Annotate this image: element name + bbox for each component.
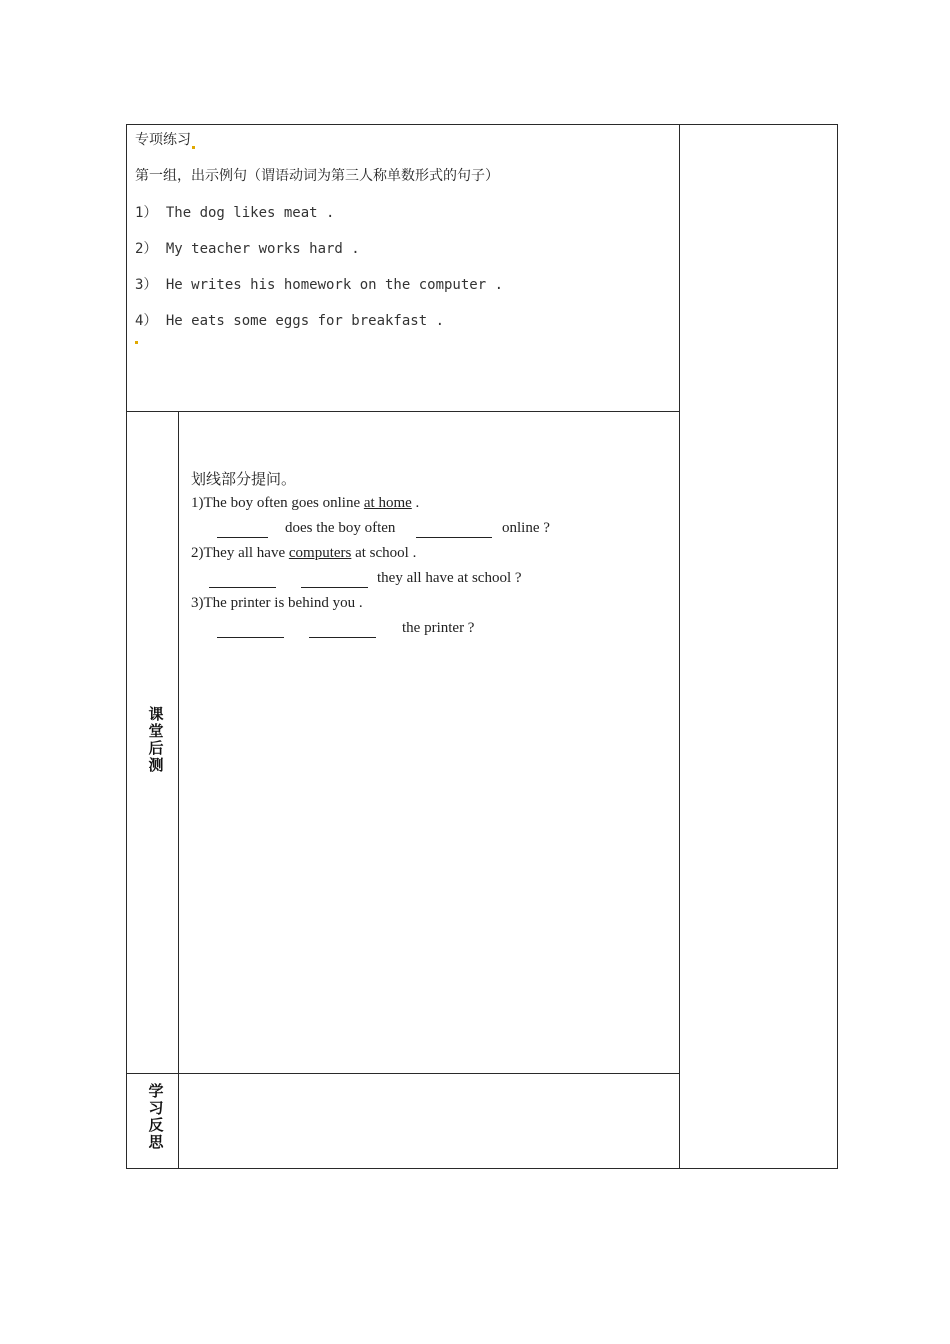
practice-heading: 专项练习 — [135, 129, 195, 149]
row-divider-practice — [126, 411, 680, 412]
answer-blank — [301, 587, 368, 588]
table-border-left — [126, 124, 127, 1169]
answer-blank — [217, 637, 284, 638]
question-2: 2)They all have computers at school . — [191, 545, 417, 561]
edit-mark — [135, 341, 138, 344]
table-border-right — [837, 124, 838, 1169]
underlined-phrase: at home — [363, 495, 412, 511]
question-1: 1)The boy often goes online at home . — [191, 495, 420, 511]
table-border-top — [126, 124, 838, 125]
question-1-end: online ? — [502, 520, 550, 536]
example-sentence: 1） The dog likes meat . — [135, 205, 335, 221]
practice-group-intro: 第一组，出示例句（谓语动词为第三人称单数形式的句子） — [135, 168, 499, 184]
table-border-bottom — [126, 1168, 838, 1169]
answer-blank — [209, 587, 276, 588]
exercise-title: 划线部分提问。 — [191, 470, 297, 488]
question-3: 3)The printer is behind you . — [191, 595, 363, 611]
label-column-divider — [178, 411, 179, 1169]
answer-blank — [217, 537, 268, 538]
question-2-end: they all have at school ? — [377, 570, 522, 586]
section-label-reflection: 学 习 反 思 — [148, 1082, 164, 1151]
example-sentence: 4） He eats some eggs for breakfast . — [135, 313, 445, 329]
example-sentence: 2） My teacher works hard . — [135, 241, 360, 257]
answer-blank — [416, 537, 492, 538]
question-1-mid: does the boy often — [285, 520, 396, 536]
row-divider-reflection — [126, 1073, 680, 1074]
section-label-test: 课 堂 后 测 — [148, 705, 164, 774]
example-sentence: 3） He writes his homework on the computer . — [135, 277, 504, 293]
column-divider-main — [679, 124, 680, 1169]
underlined-phrase: computers — [288, 545, 352, 561]
answer-blank — [309, 637, 376, 638]
question-3-end: the printer ? — [402, 620, 475, 636]
